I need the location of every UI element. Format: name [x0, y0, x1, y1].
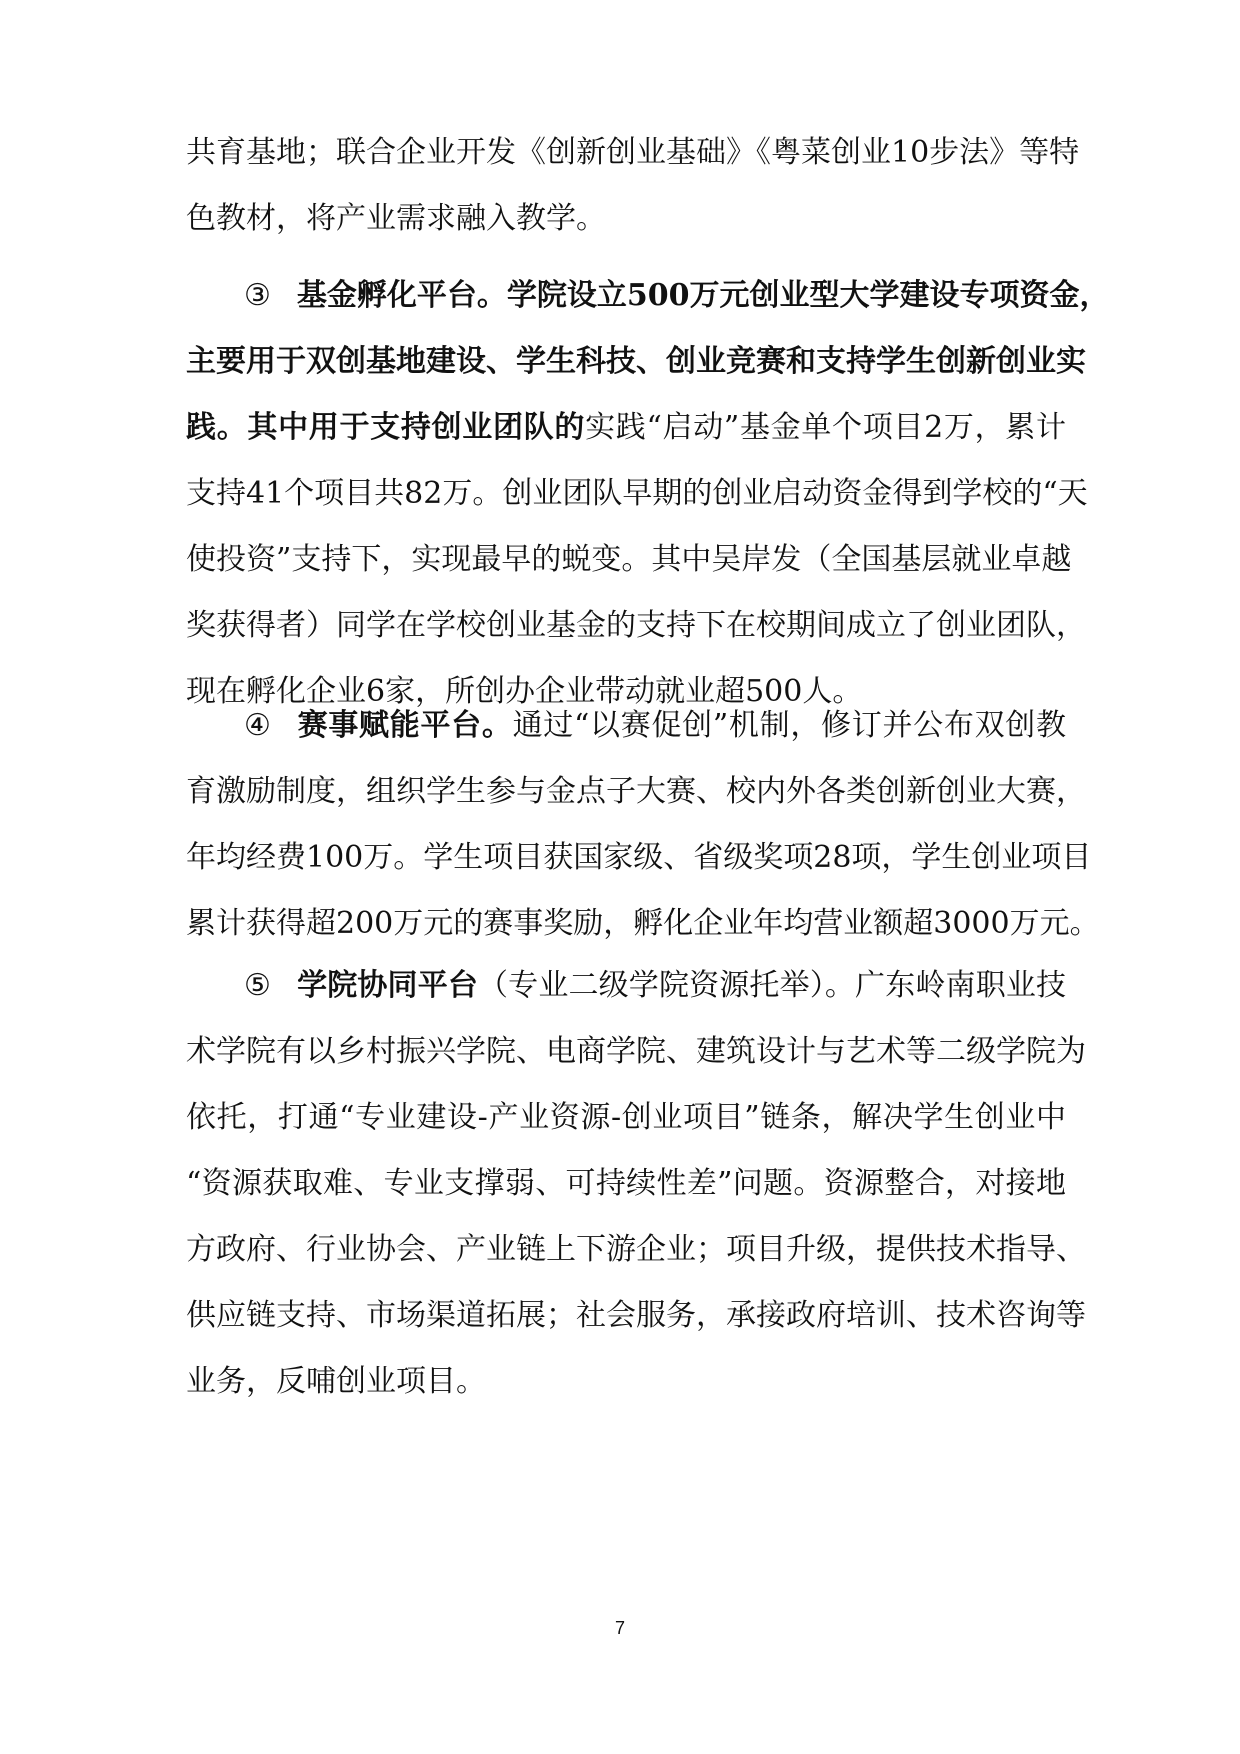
section-title: 学院协同平台 — [296, 968, 479, 1003]
text-line: 支持41个项目共82万。创业团队早期的创业启动资金得到学校的“天 — [186, 476, 1088, 511]
text-line — [186, 953, 1066, 1019]
text-line: 育激励制度，组织学生参与金点子大赛、校内外各类创新创业大赛， — [186, 774, 1086, 809]
text-line: 依托，打通“专业建设-产业资源-创业项目”链条，解决学生创业中 — [186, 1100, 1066, 1135]
text-line: 现在孵化企业6家，所创办企业带动就业超500人。 — [186, 674, 863, 709]
text-line: 色教材，将产业需求融入教学。 — [186, 201, 606, 236]
text-span: （专业二级学院资源托举）。广东岭南职业技 — [478, 968, 1067, 1003]
text-line: 使投资”支持下，实现最早的蜕变。其中吴岸发（全国基层就业卓越 — [186, 542, 1072, 577]
text-line: “资源获取难、专业支撑弱、可持续性差”问题。资源整合，对接地 — [186, 1166, 1066, 1201]
paragraph-fund-incubation — [186, 263, 1110, 725]
text-line: 业务，反哺创业项目。 — [186, 1364, 486, 1399]
section-title: 基金孵化平台。学院设立500万元创业型大学建设专项资金， — [296, 278, 1110, 313]
text-line: 主要用于双创基地建设、学生科技、创业竞赛和支持学生创新创业实 — [186, 344, 1086, 379]
page-number: 7 — [614, 1618, 625, 1638]
text-line — [186, 693, 1066, 759]
paragraph-intro — [186, 120, 1080, 252]
text-line: 共育基地；联合企业开发《创新创业基础》《粤菜创业10步法》等特 — [186, 135, 1080, 170]
paragraph-competition — [186, 693, 1100, 957]
list-number: ③ — [244, 278, 271, 313]
text-line: 累计获得超200万元的赛事奖励，孵化企业年均营业额超3000万元。 — [186, 906, 1100, 941]
text-line — [186, 263, 1110, 329]
text-line: 方政府、行业协会、产业链上下游企业；项目升级，提供技术指导、 — [186, 1232, 1086, 1267]
text-span: 通过“以赛促创”机制，修订并公布双创教 — [512, 708, 1066, 743]
text-span: 实践“启动”基金单个项目2万，累计 — [585, 410, 1067, 445]
list-number: ⑤ — [244, 968, 271, 1003]
text-line: 年均经费100万。学生项目获国家级、省级奖项28项，学生创业项目 — [186, 840, 1092, 875]
list-number: ④ — [244, 708, 271, 743]
text-line: 术学院有以乡村振兴学院、电商学院、建筑设计与艺术等二级学院为 — [186, 1034, 1086, 1069]
text-line — [186, 395, 1066, 461]
text-line: 奖获得者）同学在学校创业基金的支持下在校期间成立了创业团队， — [186, 608, 1086, 643]
paragraph-college-collaboration — [186, 953, 1086, 1415]
section-title: 赛事赋能平台。 — [296, 708, 513, 743]
bold-text: 践。其中用于支持创业团队的 — [186, 410, 586, 445]
text-line: 供应链支持、市场渠道拓展；社会服务，承接政府培训、技术咨询等 — [186, 1298, 1086, 1333]
